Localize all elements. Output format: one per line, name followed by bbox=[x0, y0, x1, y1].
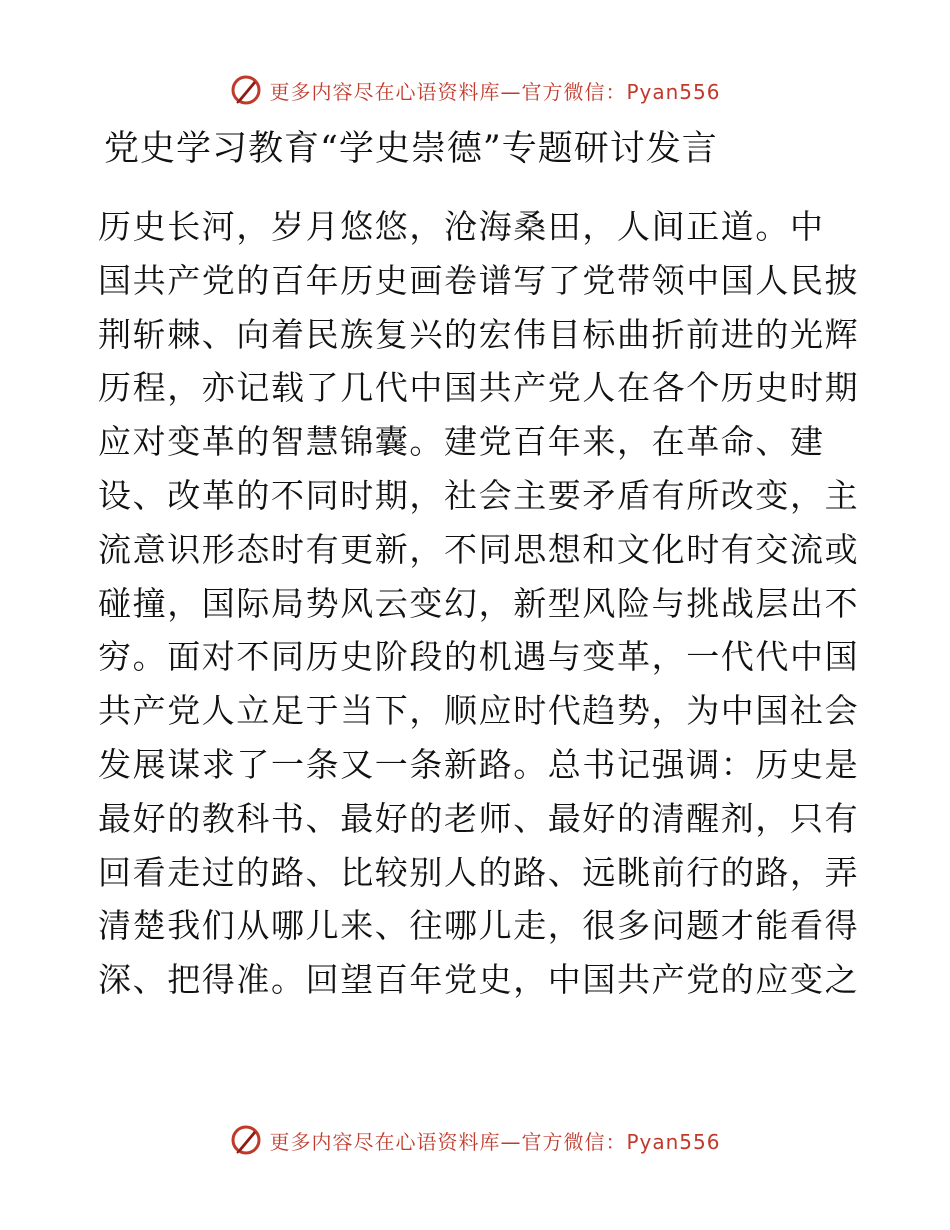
body-line: 荆斩棘、向着民族复兴的宏伟目标曲折前进的光辉 bbox=[98, 314, 860, 354]
body-line: 历史长河，岁月悠悠，沧海桑田，人间正道。中 bbox=[98, 207, 825, 246]
footer-banner bbox=[0, 1120, 950, 1160]
footer-banner-text: 更多内容尽在心语资料库—官方微信：Pyan556 bbox=[269, 1129, 721, 1154]
body-line: 应对变革的智慧锦囊。建党百年来，在革命、建 bbox=[98, 422, 825, 462]
header-banner bbox=[0, 70, 950, 110]
body-line: 国共产党的百年历史画卷谱写了党带领中国人民披 bbox=[98, 260, 860, 300]
body-line: 发展谋求了一条又一条新路。总书记强调：历史是 bbox=[98, 744, 860, 784]
body-line: 最好的教科书、最好的老师、最好的清醒剂，只有 bbox=[98, 798, 860, 838]
body-line: 设、改革的不同时期，社会主要矛盾有所改变，主 bbox=[98, 475, 860, 515]
quill-pen-logo-icon bbox=[229, 73, 263, 107]
body-line: 穷。面对不同历史阶段的机遇与变革，一代代中国 bbox=[98, 637, 860, 677]
body-line: 共产党人立足于当下，顺应时代趋势，为中国社会 bbox=[98, 691, 860, 731]
document-body bbox=[98, 200, 858, 1007]
body-line: 历程，亦记载了几代中国共产党人在各个历史时期 bbox=[98, 368, 860, 408]
body-line: 回看走过的路、比较别人的路、远眺前行的路，弄 bbox=[98, 852, 860, 892]
quill-pen-logo-icon bbox=[229, 1123, 263, 1157]
body-line: 深、把得准。回望百年党史，中国共产党的应变之 bbox=[98, 960, 860, 1000]
body-line: 碰撞，国际局势风云变幻，新型风险与挑战层出不 bbox=[98, 583, 860, 623]
document-title: 党史学习教育“学史崇德”专题研讨发言 bbox=[104, 129, 718, 169]
body-line: 流意识形态时有更新，不同思想和文化时有交流或 bbox=[98, 529, 860, 569]
body-line: 清楚我们从哪儿来、往哪儿走，很多问题才能看得 bbox=[98, 906, 860, 946]
header-banner-text: 更多内容尽在心语资料库—官方微信：Pyan556 bbox=[269, 79, 721, 104]
